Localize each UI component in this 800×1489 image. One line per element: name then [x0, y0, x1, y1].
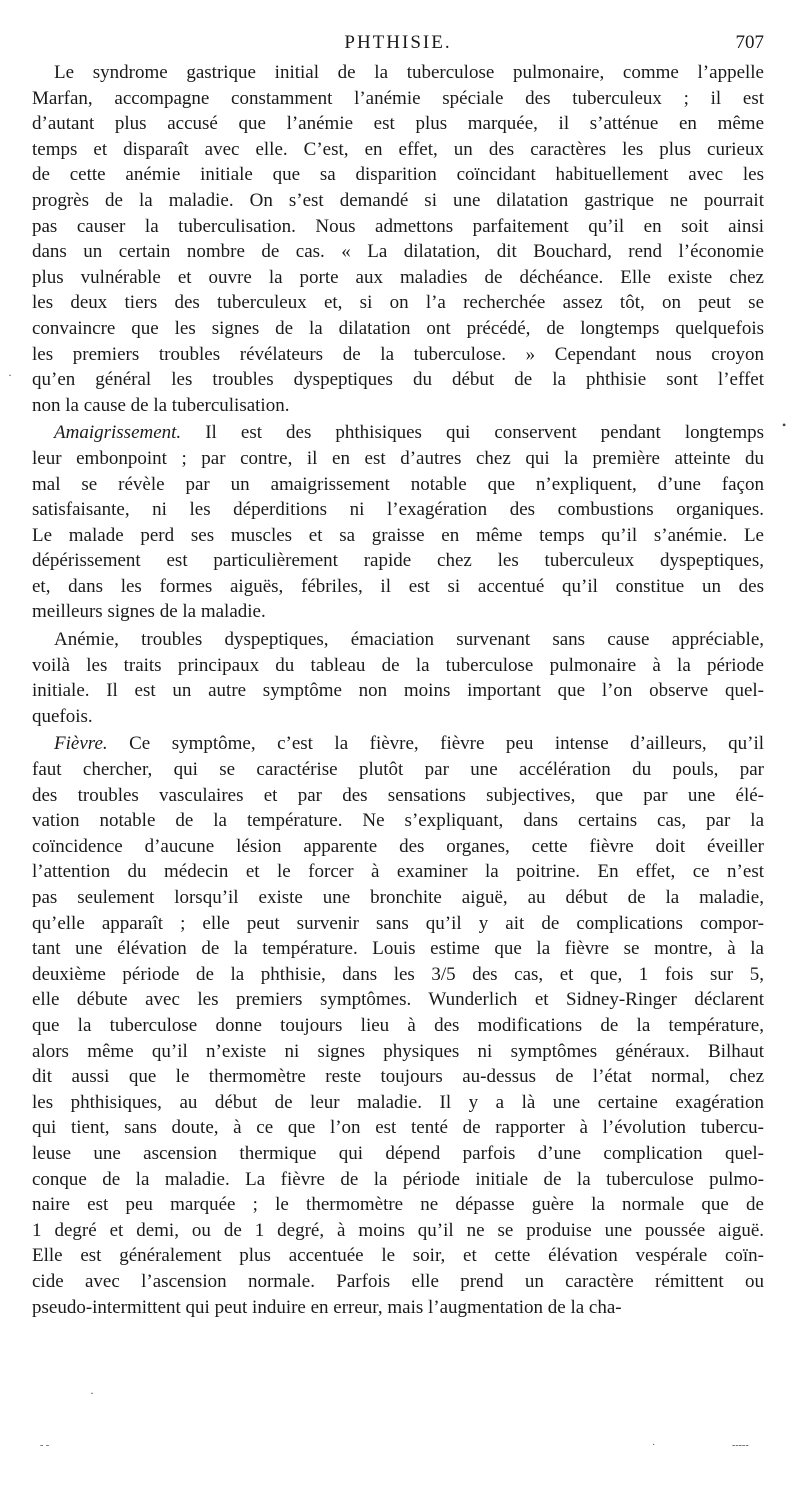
section-lead: Fièvre.: [54, 733, 108, 755]
text-line: vation notable de la température. Ne s’expliquant, dans certains cas, par la: [32, 810, 764, 832]
text-line: mal se révèle par un amaigrissement notable que n’expliquent, d’une façon: [32, 473, 764, 495]
margin-dot: ·: [8, 368, 12, 382]
margin-dot: ·: [90, 1386, 94, 1400]
text-line: qu’elle apparaît ; elle peut survenir sans qu’il y ait de complications compor-: [32, 912, 764, 934]
footer-marks: ‐ ‐ · ‐‐‐‐‐: [40, 1440, 749, 1451]
text-line: dans un certain nombre de cas. « La dilatation, dit Bouchard, rend l’économie: [32, 241, 764, 263]
text-line: Le malade perd ses muscles et sa graisse en même temps qu’il s’anémie. Le: [32, 524, 764, 546]
text-line: Le syndrome gastrique initial de la tuberculose pulmonaire, comme l’appelle: [54, 62, 764, 83]
text-line: les phthisiques, au début de leur maladie. Il y a là une certaine exagération: [32, 1091, 764, 1113]
text-line: satisfaisante, ni les déperditions ni l’exagération des combustions organiques.: [32, 499, 764, 521]
text-line: temps et disparaît avec elle. C’est, en effet, un des caractères les plus curieux: [32, 138, 764, 160]
text-line: pas seulement lorsqu’il existe une bronchite aiguë, au début de la maladie,: [32, 887, 764, 908]
text-line: quefois.: [32, 705, 93, 727]
text-line: d’autant plus accusé que l’anémie est plus marquée, il s’atténue en même: [32, 113, 764, 135]
text-line: conque de la maladie. La fièvre de la période initiale de la tuberculose pulmo-: [32, 1168, 764, 1190]
text-line: pas causer la tuberculisation. Nous admettons parfaitement qu’il en soit ainsi: [32, 215, 764, 237]
running-head: [32, 30, 764, 56]
text-line: plus vulnérable et ouvre la porte aux maladies de déchéance. Elle existe chez: [32, 266, 764, 288]
text-line: convaincre que les signes de la dilatation ont précédé, de longtemps quelquefois: [32, 317, 764, 339]
text-line: leur embonpoint ; par contre, il en est d’autres chez qui la première atteinte du: [32, 447, 764, 469]
text-line: deuxième période de la phthisie, dans les 3/5 des cas, et que, 1 fois sur 5,: [32, 963, 764, 985]
text-line: [32, 420, 764, 446]
line-text: Ce symptôme, c’est la fièvre, fièvre peu intense d’ailleurs, qu’il: [129, 733, 764, 755]
text-line: Marfan, accompagne constamment l’anémie spéciale des tuberculeux ; il est: [32, 87, 764, 109]
text-line: les premiers troubles révélateurs de la tuberculose. » Cependant nous croyon: [32, 343, 764, 365]
running-title: PHTHISIE.: [344, 32, 452, 53]
text-line: meilleurs signes de la maladie.: [32, 601, 266, 623]
text-line: faut chercher, qui se caractérise plutôt par une accélération du pouls, par: [32, 759, 764, 781]
text-line: alors même qu’il n’existe ni signes physiques ni symptômes généraux. Bilhaut: [32, 1040, 764, 1062]
text-line: des troubles vasculaires et par des sensations subjectives, que par une élé-: [32, 784, 764, 806]
text-line: [32, 731, 764, 757]
text-line: les deux tiers des tuberculeux et, si on l’a recherchée assez tôt, on peut se: [32, 292, 764, 314]
page-number: 707: [735, 32, 764, 53]
text-line: que la tuberculose donne toujours lieu à des modifications de la température,: [32, 1014, 764, 1036]
paragraph: [32, 731, 764, 1320]
paragraph: [32, 60, 764, 418]
margin-dot: •: [782, 418, 787, 432]
text-line: elle débute avec les premiers symptômes. Wunderlich et Sidney-Ringer déclarent: [32, 989, 764, 1011]
line-text: Il est des phthisiques qui conservent pendant longtemps: [205, 422, 764, 444]
text-line: initiale. Il est un autre symptôme non moins important que l’on observe quel-: [32, 680, 764, 702]
text-line: l’attention du médecin et le forcer à examiner la poitrine. En effet, ce n’est: [32, 861, 764, 883]
text-line: non la cause de la tuberculisation.: [32, 394, 290, 416]
text-line: Anémie, troubles dyspeptiques, émaciation survenant sans cause appréciable,: [54, 629, 764, 651]
text-line: leuse une ascension thermique qui dépend parfois d’une complication quel-: [32, 1142, 764, 1164]
text-line: qu’en général les troubles dyspeptiques du début de la phthisie sont l’effet: [32, 369, 764, 391]
text-line: cide avec l’ascension normale. Parfois elle prend un caractère rémittent ou: [32, 1270, 764, 1292]
section-lead: Amaigrissement.: [54, 422, 182, 444]
text-line: progrès de la maladie. On s’est demandé si une dilatation gastrique ne pourrait: [32, 189, 764, 211]
text-line: de cette anémie initiale que sa disparition coïncidant habituellement avec les: [32, 164, 764, 186]
paragraph: [32, 420, 764, 625]
body-text: [32, 60, 764, 1322]
text-line: 1 degré et demi, ou de 1 degré, à moins qu’il ne se produise une poussée aiguë.: [32, 1219, 764, 1241]
paragraph: [32, 627, 764, 729]
text-line: pseudo-intermittent qui peut induire en erreur, mais l’augmentation de la cha-: [32, 1296, 622, 1318]
text-line: tant une élévation de la température. Louis estime que la fièvre se montre, à la: [32, 938, 764, 960]
text-line: Elle est généralement plus accentuée le soir, et cette élévation vespérale coïn-: [32, 1245, 764, 1267]
text-line: dit aussi que le thermomètre reste toujours au-dessus de l’état normal, chez: [32, 1066, 764, 1088]
text-line: voilà les traits principaux du tableau de la tuberculose pulmonaire à la période: [32, 654, 764, 676]
text-line: coïncidence d’aucune lésion apparente des organes, cette fièvre doit éveiller: [32, 835, 764, 857]
text-line: et, dans les formes aiguës, fébriles, il est si accentué qu’il constitue un des: [32, 575, 764, 597]
text-line: naire est peu marquée ; le thermomètre ne dépasse guère la normale que de: [32, 1194, 764, 1216]
text-line: dépérissement est particulièrement rapide chez les tuberculeux dyspeptiques,: [32, 550, 764, 572]
text-line: qui tient, sans doute, à ce que l’on est tenté de rapporter à l’évolution tubercu-: [32, 1117, 764, 1139]
